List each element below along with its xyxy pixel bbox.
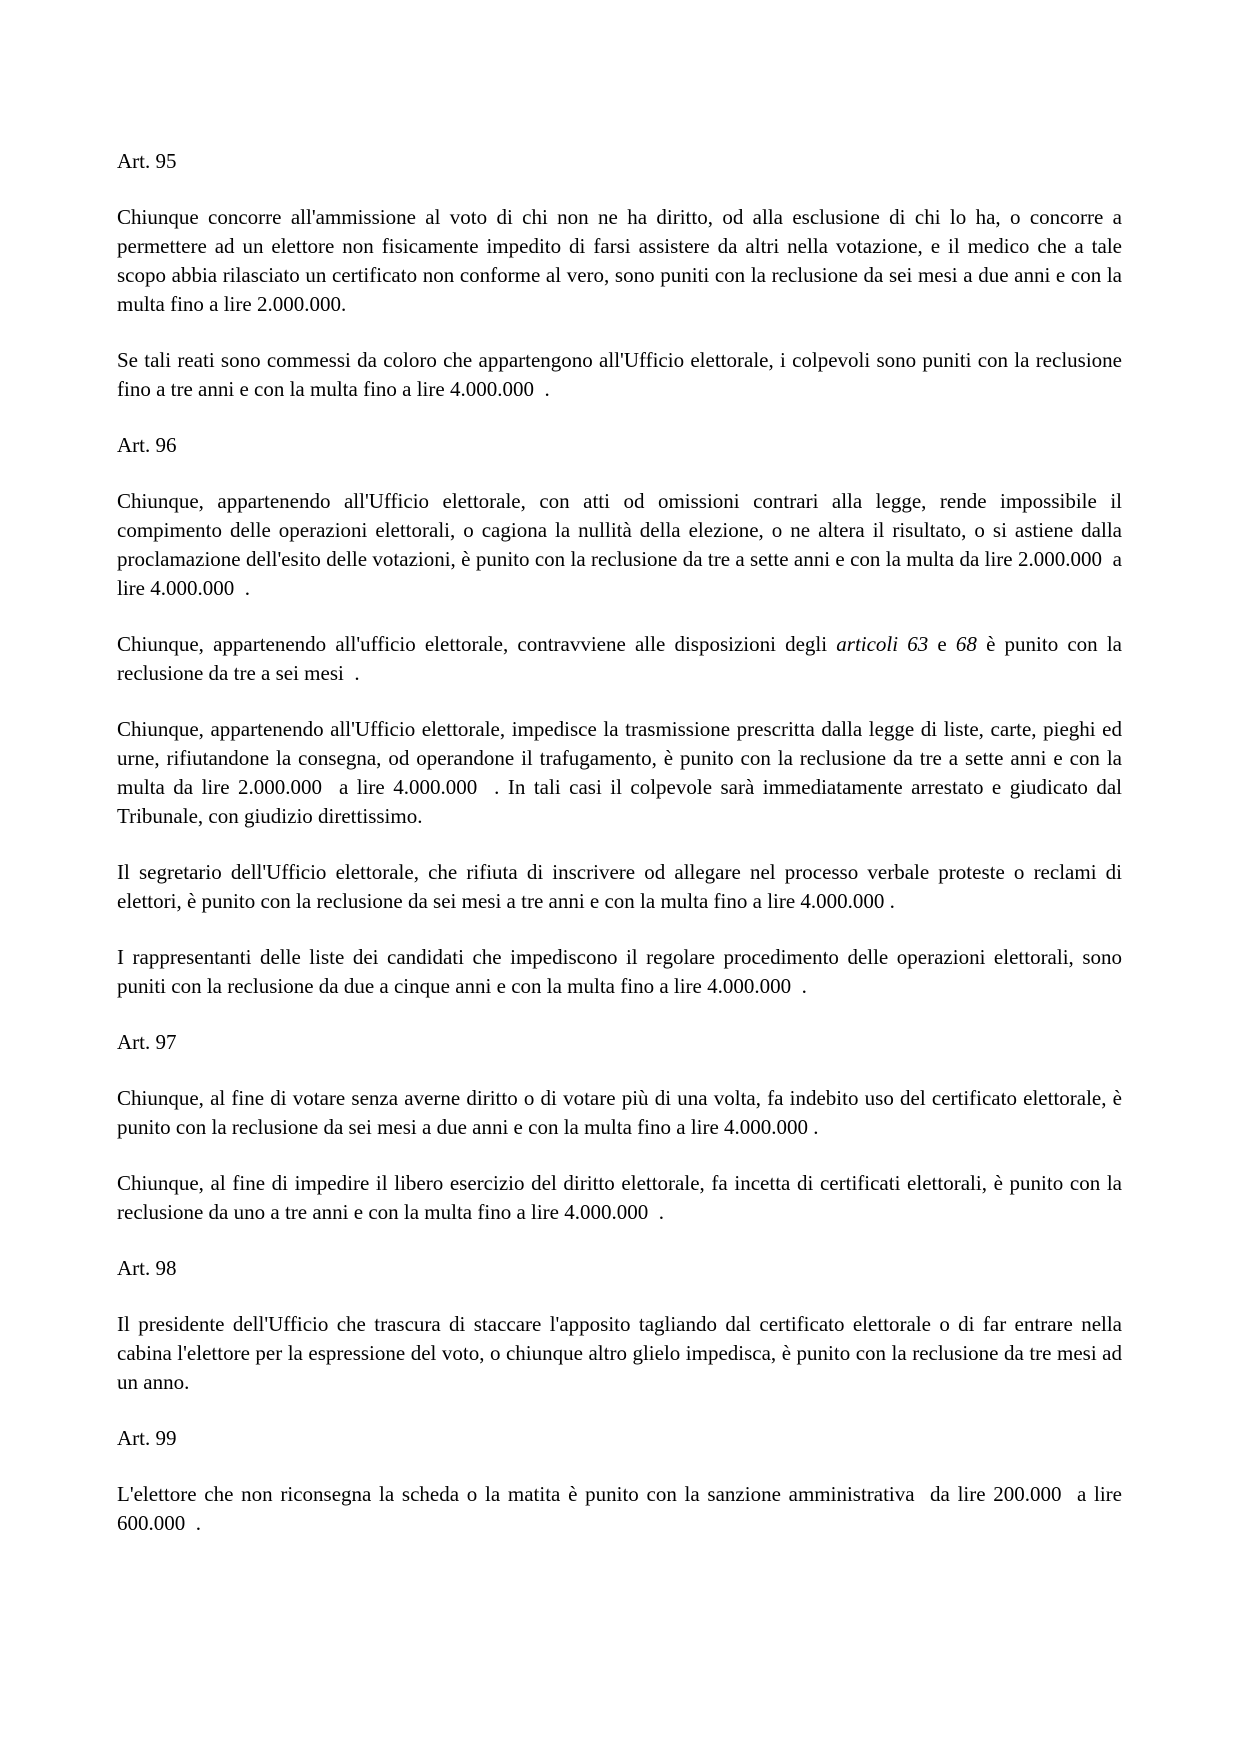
article-paragraph	[117, 487, 1122, 603]
document-body	[117, 147, 1122, 1538]
article-heading: Art. 95	[117, 149, 177, 173]
article-paragraph	[117, 346, 1122, 404]
article-heading: Art. 99	[117, 1426, 177, 1450]
paragraph-text: I rappresentanti delle liste dei candidati che impediscono il regolare procedimento delle operazioni elettorali, sono puniti con la reclusione da due a cinque anni e con la multa fino a lire 4.000.000 .	[117, 945, 1122, 998]
paragraph-text: Il presidente dell'Ufficio che trascura di staccare l'apposito tagliando dal certificato elettorale o di far entrare nella cabina l'elettore per la espressione del voto, o chiunque altro glielo impedisca, è punito con la reclusione da tre mesi ad un anno.	[117, 1312, 1122, 1394]
article-paragraph	[117, 1310, 1122, 1397]
paragraph-text: L'elettore che non riconsegna la scheda o la matita è punito con la sanzione amministrativa da lire 200.000 a lire 600.000 .	[117, 1482, 1122, 1535]
article-paragraph	[117, 1169, 1122, 1227]
paragraph-text: Chiunque, appartenendo all'Ufficio elettorale, con atti od omissioni contrari alla legge, rende impossibile il compimento delle operazioni elettorali, o cagiona la nullità della elezione, o ne altera il risultato, o si astiene dalla proclamazione dell'esito delle votazioni, è punito con la reclusione da tre a sette anni e con la multa da lire 2.000.000 a lire 4.000.000 .	[117, 489, 1122, 600]
article-paragraph	[117, 203, 1122, 319]
paragraph-text: Chiunque concorre all'ammissione al voto di chi non ne ha diritto, od alla esclusione di chi lo ha, o concorre a permettere ad un elettore non fisicamente impedito di farsi assistere da altri nella votazione, e il medico che a tale scopo abbia rilasciato un certificato non conforme al vero, sono puniti con la reclusione da sei mesi a due anni e con la multa fino a lire 2.000.000.	[117, 205, 1122, 316]
article-paragraph	[117, 1084, 1122, 1142]
article-paragraph	[117, 630, 1122, 688]
article-heading: Art. 98	[117, 1256, 177, 1280]
article-paragraph	[117, 715, 1122, 831]
paragraph-text: Chiunque, appartenendo all'Ufficio elettorale, impedisce la trasmissione prescritta dalla legge di liste, carte, pieghi ed urne, rifiutandone la consegna, od operandone il trafugamento, è punito con la reclusione da tre a sette anni e con la multa da lire 2.000.000 a lire 4.000.000 . In tali casi il colpevole sarà immediatamente arrestato e giudicato dal Tribunale, con giudizio direttissimo.	[117, 717, 1122, 828]
article-paragraph	[117, 858, 1122, 916]
paragraph-text: Chiunque, appartenendo all'ufficio elettorale, contravviene alle disposizioni degli	[117, 632, 837, 656]
paragraph-text: Chiunque, al fine di impedire il libero esercizio del diritto elettorale, fa incetta di certificati elettorali, è punito con la reclusione da uno a tre anni e con la multa fino a lire 4.000.000 .	[117, 1171, 1122, 1224]
paragraph-text: e	[928, 632, 956, 656]
paragraph-text-italic: 68	[955, 632, 977, 656]
paragraph-text: Se tali reati sono commessi da coloro che appartengono all'Ufficio elettorale, i colpevoli sono puniti con la reclusione fino a tre anni e con la multa fino a lire 4.000.000 .	[117, 348, 1122, 401]
paragraph-text-italic: articoli 63	[836, 632, 929, 656]
paragraph-text: Il segretario dell'Ufficio elettorale, che rifiuta di inscrivere od allegare nel processo verbale proteste o reclami di elettori, è punito con la reclusione da sei mesi a tre anni e con la multa fino a lire 4.000.000 .	[117, 860, 1122, 913]
article-paragraph	[117, 943, 1122, 1001]
article-paragraph	[117, 1480, 1122, 1538]
article-heading: Art. 97	[117, 1030, 177, 1054]
paragraph-text: Chiunque, al fine di votare senza averne diritto o di votare più di una volta, fa indebito uso del certificato elettorale, è punito con la reclusione da sei mesi a due anni e con la multa fino a lire 4.000.000 .	[117, 1086, 1122, 1139]
paragraph-text: è punito con la reclusione da tre a sei mesi .	[117, 632, 1122, 685]
article-heading: Art. 96	[117, 433, 177, 457]
